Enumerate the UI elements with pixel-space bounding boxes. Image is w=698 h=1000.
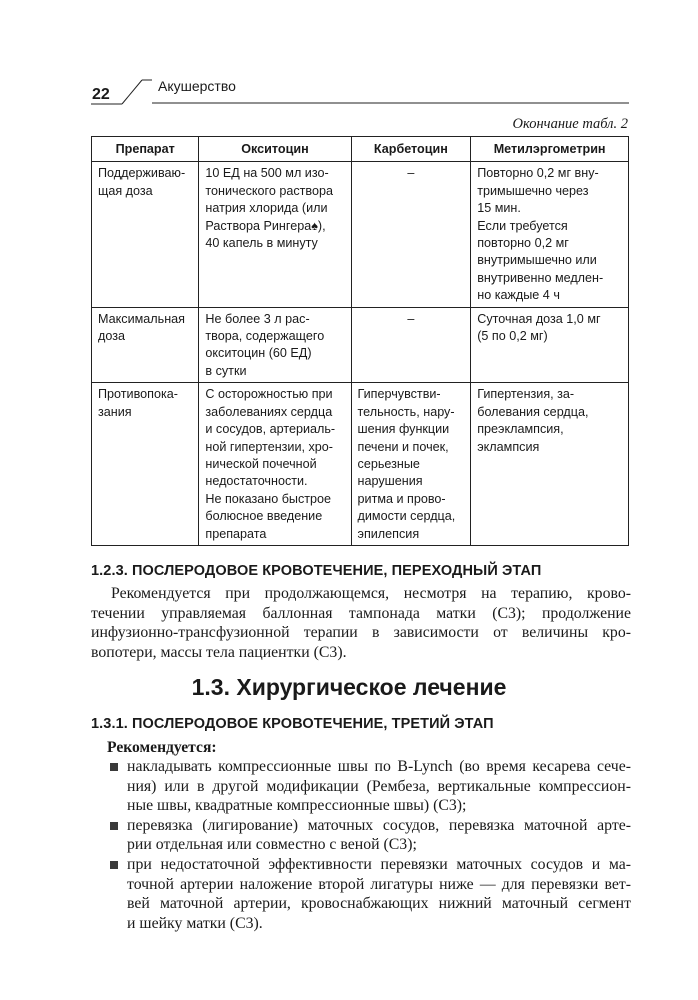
drug-table (91, 136, 629, 546)
header-methylergometrine: Метилэргометрин (471, 137, 629, 162)
square-bullet-icon (110, 861, 118, 869)
header-carbetocin: Карбетоцин (351, 137, 471, 162)
recommend-label: Рекомендуется: (107, 739, 217, 756)
cell-oxytocin: С осторожностью при заболеваниях сердца и сосудов, артериаль- ной гипертензии, хро- нической почечной недостаточности. Не показано быстрое болюсное введение препарата (199, 383, 351, 546)
cell-oxytocin: Не более 3 л рас- твора, содержащего окситоцин (60 ЕД) в сутки (199, 307, 351, 383)
list-item: перевязка (лигирование) маточных сосудов, перевязка маточной арте- рии отдельная или совместно с веной (С3); (91, 816, 631, 855)
table-caption: Окончание табл. 2 (512, 116, 628, 132)
cell-carbetocin: Гиперчувстви- тельность, нару- шения функции печени и почек, серьезные нарушения ритма и прово- димости сердца, эпилепсия (351, 383, 471, 546)
header-drug: Препарат (92, 137, 199, 162)
page-number: 22 (92, 86, 110, 103)
cell-carbetocin: – (351, 162, 471, 307)
table-header-row (92, 137, 629, 162)
square-bullet-icon (110, 763, 118, 771)
section-title-1-3: 1.3. Хирургическое лечение (191, 674, 507, 700)
row-label: Поддерживаю- щая доза (92, 162, 199, 307)
table-row (92, 383, 629, 546)
cell-oxytocin: 10 ЕД на 500 мл изо- тонического раствора натрия хлорида (или Раствора Рингера♠), 40 капель в минуту (199, 162, 351, 307)
table-row (92, 162, 629, 307)
list-item: накладывать компрессионные швы по B-Lynch (во время кесарева сече- ния) или в другой модификации (Рембеза, вертикальные компрессион- ные швы, квадратные компрессионные швы) (С3); (91, 757, 631, 816)
running-title: Акушерство (158, 78, 236, 94)
section-heading-1-2-3: 1.2.3. ПОСЛЕРОДОВОЕ КРОВОТЕЧЕНИЕ, ПЕРЕХОДНЫЙ ЭТАП (91, 563, 542, 579)
list-item: при недостаточной эффективности перевязки маточных сосудов и ма- точной артерии наложение второй лигатуры ниже — для перевязки вет- вей маточной артерии, кровоснабжающих нижний маточный сегмент и шейку матки (С3). (91, 855, 631, 933)
section-1-2-3-paragraph: Рекомендуется при продолжающемся, несмотря на терапию, крово- течении управляемая баллонная тампонада матки (С3); продолжение инфузионно-трансфузионной терапии в зависимости от величины кро- вопотери, массы тела пациентки (С3). (91, 585, 631, 661)
recommendation-list (91, 757, 631, 933)
row-label: Максимальная доза (92, 307, 199, 383)
cell-carbetocin: – (351, 307, 471, 383)
table-row (92, 307, 629, 383)
row-label: Противопока- зания (92, 383, 199, 546)
square-bullet-icon (110, 822, 118, 830)
header-oxytocin: Окситоцин (199, 137, 351, 162)
cell-methylergometrine: Суточная доза 1,0 мг (5 по 0,2 мг) (471, 307, 629, 383)
section-heading-1-3-1: 1.3.1. ПОСЛЕРОДОВОЕ КРОВОТЕЧЕНИЕ, ТРЕТИЙ ЭТАП (91, 716, 494, 732)
cell-methylergometrine: Повторно 0,2 мг вну- тримышечно через 15 мин. Если требуется повторно 0,2 мг внутримышечно или внутривенно медлен- но каждые 4 ч (471, 162, 629, 307)
cell-methylergometrine: Гипертензия, за- болевания сердца, преэклампсия, эклампсия (471, 383, 629, 546)
